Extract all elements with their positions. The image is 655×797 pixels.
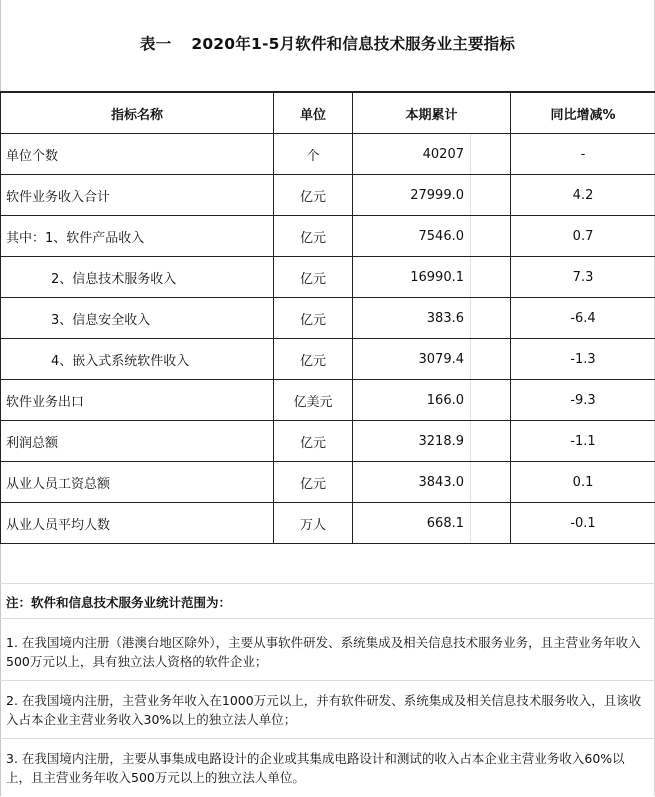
note-item-text: 3. 在我国境内注册，主要从事集成电路设计的企业或其集成电路设计和测试的收入占本企业主营业务收入60%以上，且主营业务年收入500万元以上的独立法人单位。 [6,749,646,787]
row-unit: 个 [274,134,353,175]
row-value: 40207 [353,134,471,175]
row-spacer [471,216,511,257]
row-unit: 亿元 [274,339,353,380]
row-spacer [471,257,511,298]
row-yoy: -0.1 [511,503,655,544]
table-row [1,421,655,462]
table-title [0,32,655,62]
row-name: 3、信息安全收入 [1,298,274,339]
note-title: 注：软件和信息技术服务业统计范围为： [6,593,231,612]
row-yoy: -9.3 [511,380,655,421]
table-row [1,175,655,216]
header-yoy-change: 同比增减% [511,93,655,134]
table-header-row [1,93,655,134]
row-unit: 亿元 [274,298,353,339]
row-value: 3079.4 [353,339,471,380]
row-value: 3218.9 [353,421,471,462]
row-spacer [471,298,511,339]
row-name: 其中：1、软件产品收入 [1,216,274,257]
row-spacer [471,421,511,462]
row-yoy: 4.2 [511,175,655,216]
row-unit: 亿元 [274,257,353,298]
row-spacer [471,503,511,544]
table-row [1,134,655,175]
table-row [1,339,655,380]
row-spacer [471,175,511,216]
row-unit: 亿元 [274,421,353,462]
row-value: 27999.0 [353,175,471,216]
row-name: 2、信息技术服务收入 [1,257,274,298]
row-value: 383.6 [353,298,471,339]
row-spacer [471,462,511,503]
row-unit: 亿美元 [274,380,353,421]
row-value: 668.1 [353,503,471,544]
table-row [1,462,655,503]
row-yoy: -6.4 [511,298,655,339]
row-unit: 万人 [274,503,353,544]
row-unit: 亿元 [274,216,353,257]
row-name: 从业人员工资总额 [1,462,274,503]
table-title-text: 2020年1-5月软件和信息技术服务业主要指标 [191,35,515,53]
row-name: 软件业务出口 [1,380,274,421]
header-unit: 单位 [274,93,353,134]
row-spacer [471,380,511,421]
row-yoy: 0.1 [511,462,655,503]
note-item-text: 2. 在我国境内注册，主营业务年收入在1000万元以上，并有软件研发、系统集成及相关信息技术服务收入，且该收入占本企业主营业务收入30%以上的独立法人单位； [6,691,646,729]
row-yoy: 7.3 [511,257,655,298]
row-unit: 亿元 [274,462,353,503]
indicator-table [0,92,655,544]
row-value: 3843.0 [353,462,471,503]
row-yoy: -1.3 [511,339,655,380]
row-name: 利润总额 [1,421,274,462]
row-spacer [471,134,511,175]
row-yoy: -1.1 [511,421,655,462]
note-title-row [0,583,655,619]
note-item [0,738,655,797]
row-value: 16990.1 [353,257,471,298]
table-row [1,257,655,298]
row-value: 7546.0 [353,216,471,257]
row-yoy: - [511,134,655,175]
note-item [0,618,655,681]
row-yoy: 0.7 [511,216,655,257]
row-name: 单位个数 [1,134,274,175]
note-item-text: 1. 在我国境内注册（港澳台地区除外），主要从事软件研发、系统集成及相关信息技术服务业务，且主营业务年收入500万元以上，具有独立法人资格的软件企业； [6,633,646,671]
row-name: 4、嵌入式系统软件收入 [1,339,274,380]
table-row [1,298,655,339]
table-title-label: 表一 [140,35,171,53]
table-row [1,503,655,544]
row-unit: 亿元 [274,175,353,216]
header-indicator-name: 指标名称 [1,93,274,134]
table-row [1,380,655,421]
row-name: 从业人员平均人数 [1,503,274,544]
row-value: 166.0 [353,380,471,421]
note-item [0,680,655,739]
row-spacer [471,339,511,380]
row-name: 软件业务收入合计 [1,175,274,216]
header-cumulative: 本期累计 [353,93,511,134]
table-row [1,216,655,257]
